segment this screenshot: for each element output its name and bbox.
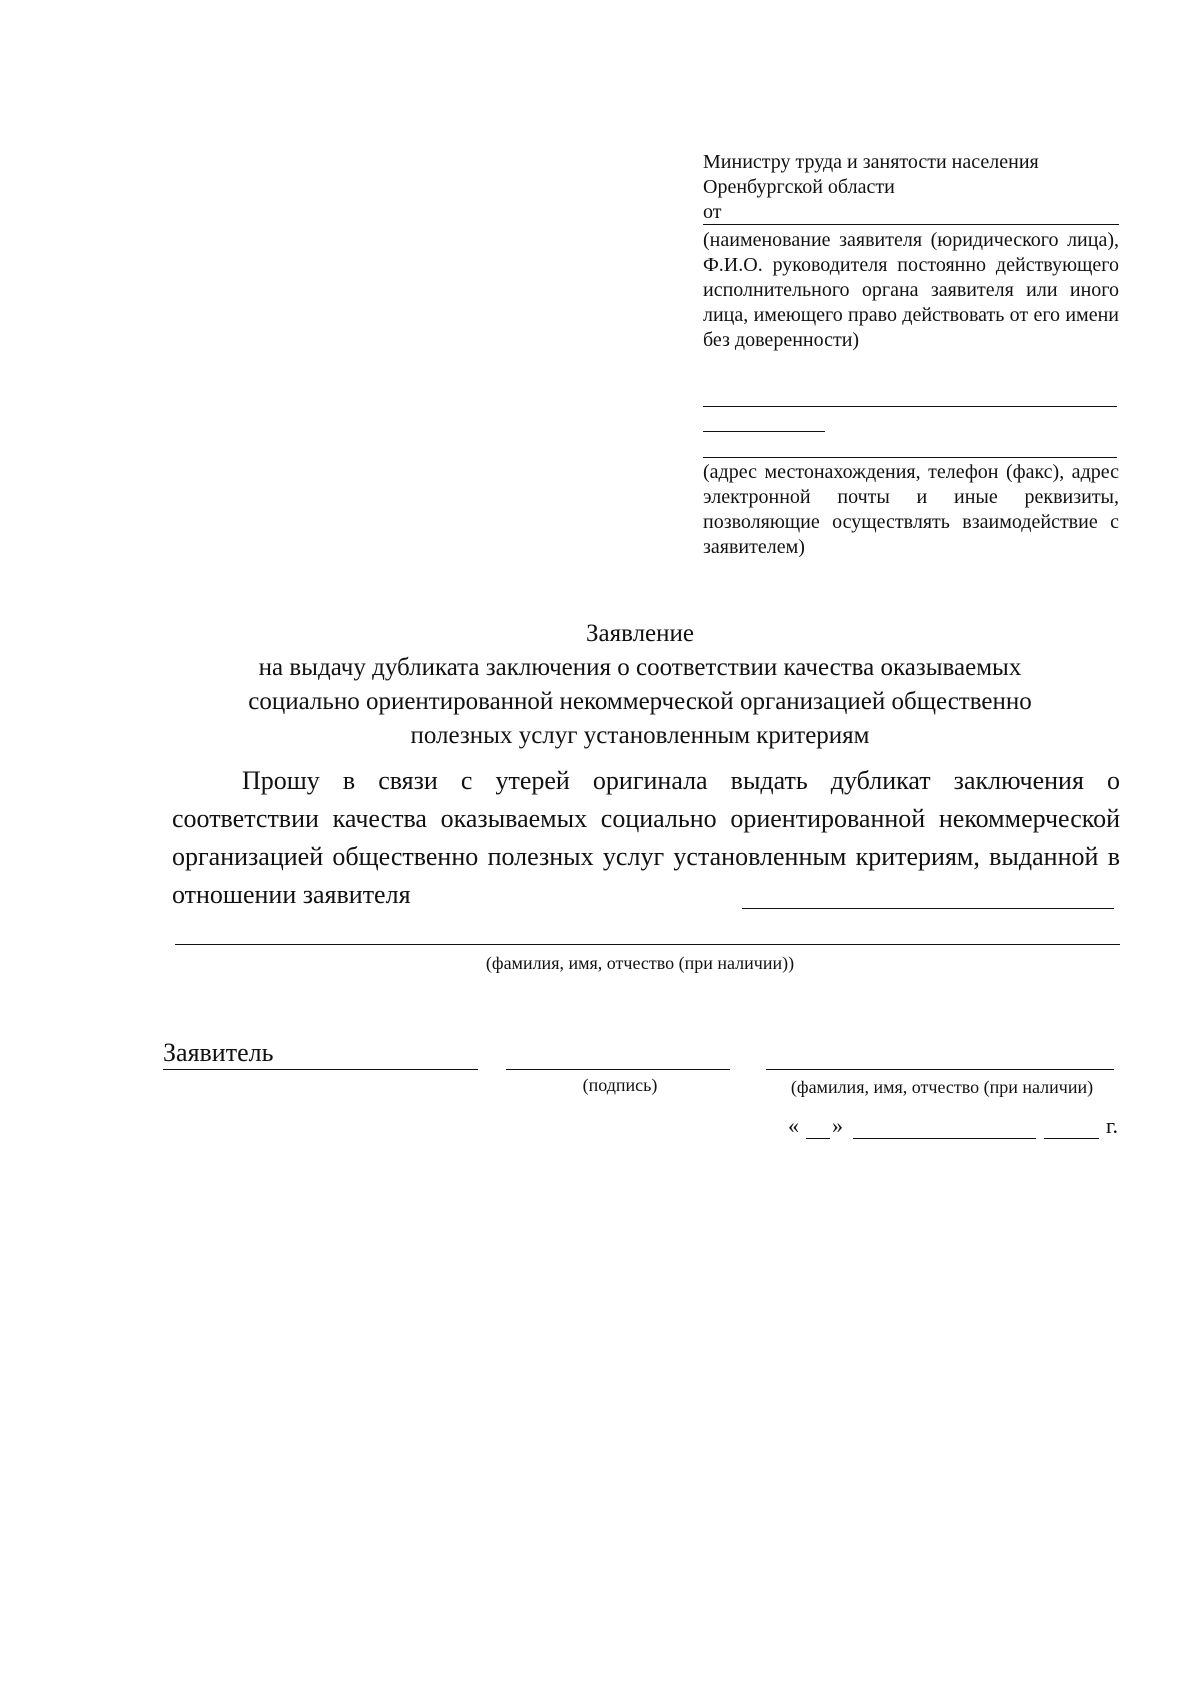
- applicant-name-field-line-2[interactable]: [175, 944, 1120, 945]
- addressee-line-1: Министру труда и занятости населения: [703, 151, 1039, 173]
- date-day-field[interactable]: [806, 1138, 830, 1139]
- address-field-line[interactable]: [703, 457, 1117, 458]
- applicant-name-field-line[interactable]: [742, 908, 1114, 909]
- fio-caption: (фамилия, имя, отчество (при наличии)): [485, 953, 795, 973]
- document-heading: Заявление: [585, 620, 695, 647]
- applicant-note: (наименование заявителя (юридического лица), Ф.И.О. руководителя постоянно действующего исполнительного органа заявителя или иного лица, имеющего право действовать от его имени без доверенности): [703, 229, 1119, 351]
- name-field-line[interactable]: [766, 1069, 1114, 1070]
- title-line-3: полезных услуг установленным критериям: [410, 722, 870, 749]
- date-open-quote: «: [788, 1113, 799, 1138]
- title-line-1: на выдачу дубликата заключения о соответствии качества оказываемых: [258, 654, 1022, 681]
- addressee-from-label: от: [703, 201, 722, 223]
- name-caption: (фамилия, имя, отчество (при наличии): [790, 1077, 1094, 1097]
- addressee-line-2: Оренбургской области: [703, 176, 895, 198]
- from-field-line[interactable]: [703, 224, 1119, 225]
- contacts-note: (адрес местонахождения, телефон (факс), адрес электронной почты и иные реквизиты, позволяющие осуществлять взаимодействие с заявителем): [703, 461, 1119, 558]
- applicant-label: Заявитель: [163, 1038, 274, 1067]
- date-close-quote: »: [832, 1113, 843, 1138]
- applicant-field-line-2[interactable]: [703, 431, 825, 432]
- date-year-field[interactable]: [1044, 1138, 1099, 1139]
- date-month-field[interactable]: [853, 1138, 1036, 1139]
- title-line-2: социально ориентированной некоммерческой организацией общественно: [248, 688, 1032, 715]
- year-suffix: г.: [1106, 1113, 1119, 1138]
- applicant-field-line-1[interactable]: [703, 406, 1117, 407]
- signature-caption: (подпись): [582, 1075, 658, 1095]
- request-paragraph: Прошу в связи с утерей оригинала выдать дубликат заключения о соответствии качества оказываемых социально ориентированной некоммерческой организацией общественно полезных услуг установленным критериям, выданной в отношении заявителя: [172, 766, 1120, 909]
- applicant-field-line[interactable]: [163, 1069, 478, 1070]
- signature-field-line[interactable]: [506, 1069, 730, 1070]
